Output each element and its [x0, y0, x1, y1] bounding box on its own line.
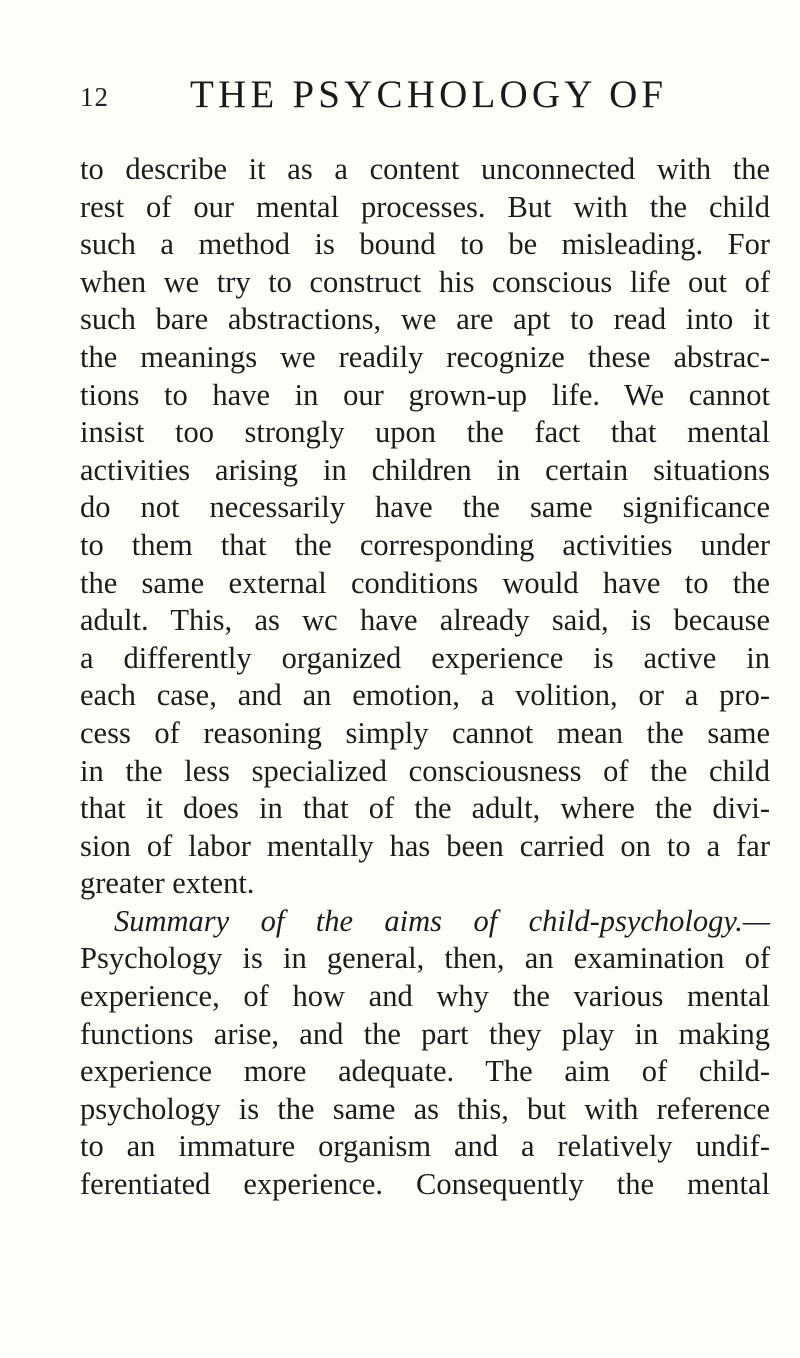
text-line: each case, and an emotion, a volition, or a pro- [80, 678, 770, 713]
text-line: cess of reasoning simply cannot mean the same [80, 715, 770, 750]
text-line: in the less specialized consciousness of the child [80, 753, 770, 788]
text-line: such a method is bound to be misleading. For [80, 227, 770, 262]
text-line: tions to have in our grown-up life. We cannot [80, 377, 770, 412]
text-line: such bare abstractions, we are apt to read into it [80, 302, 770, 337]
text-line: functions arise, and the part they play in making [80, 1016, 770, 1051]
text-line: rest of our mental processes. But with the child [80, 189, 770, 224]
text-line: do not necessarily have the same significance [80, 490, 770, 525]
summary-heading: Summary of the aims of child-psychology.— [114, 903, 770, 938]
text-line: the meanings we readily recognize these abstrac- [80, 339, 770, 374]
text-line: adult. This, as wc have already said, is because [80, 603, 770, 638]
text-line: experience, of how and why the various mental [80, 979, 770, 1014]
text-line: when we try to construct his conscious life out of [80, 264, 770, 299]
text-line: to describe it as a content unconnected with the [80, 152, 770, 186]
page-header [80, 72, 770, 122]
text-line: sion of labor mentally has been carried on to a far [80, 828, 770, 863]
text-line: psychology is the same as this, but with reference [80, 1091, 770, 1126]
text-line: to them that the corresponding activities under [80, 527, 770, 562]
text-line: that it does in that of the adult, where the divi- [80, 791, 770, 826]
page-number: 12 [80, 82, 109, 112]
text-line: the same external conditions would have to the [80, 565, 770, 600]
text-line: ferentiated experience. Consequently the mental [80, 1167, 770, 1202]
text-line: greater extent. [80, 866, 255, 901]
text-line: activities arising in children in certain situations [80, 452, 770, 487]
text-line: Psychology is in general, then, an examination of [80, 941, 770, 976]
running-head: THE PSYCHOLOGY OF [190, 73, 668, 116]
text-line: experience more adequate. The aim of child- [80, 1054, 770, 1089]
text-line: a differently organized experience is active in [80, 640, 770, 675]
text-line: insist too strongly upon the fact that mental [80, 415, 770, 450]
body-text [80, 151, 770, 1204]
text-line: to an immature organism and a relatively undif- [80, 1129, 770, 1164]
